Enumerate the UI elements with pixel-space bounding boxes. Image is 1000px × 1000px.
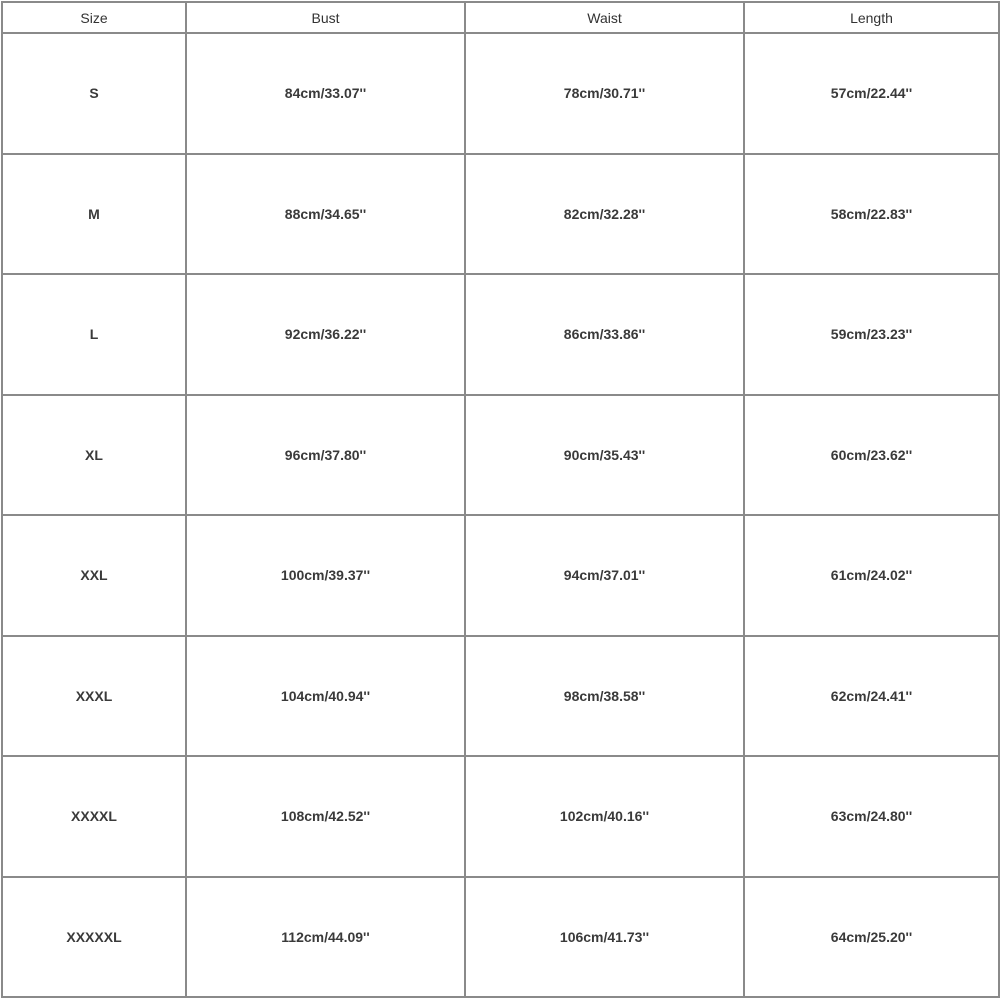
size-cell: M [2, 154, 186, 275]
bust-cell: 92cm/36.22'' [186, 274, 465, 395]
bust-cell: 108cm/42.52'' [186, 756, 465, 877]
size-cell: L [2, 274, 186, 395]
size-cell: XXXXXL [2, 877, 186, 998]
length-cell: 64cm/25.20'' [744, 877, 999, 998]
table-header-row [2, 2, 999, 33]
waist-cell: 94cm/37.01'' [465, 515, 744, 636]
bust-cell: 88cm/34.65'' [186, 154, 465, 275]
bust-cell: 84cm/33.07'' [186, 33, 465, 154]
header-bust: Bust [186, 2, 465, 33]
size-cell: XXL [2, 515, 186, 636]
length-cell: 57cm/22.44'' [744, 33, 999, 154]
header-waist: Waist [465, 2, 744, 33]
table-row [2, 154, 999, 275]
waist-cell: 90cm/35.43'' [465, 395, 744, 516]
header-size: Size [2, 2, 186, 33]
size-cell: XXXL [2, 636, 186, 757]
size-cell: XL [2, 395, 186, 516]
waist-cell: 106cm/41.73'' [465, 877, 744, 998]
length-cell: 62cm/24.41'' [744, 636, 999, 757]
waist-cell: 102cm/40.16'' [465, 756, 744, 877]
table-row [2, 756, 999, 877]
header-length: Length [744, 2, 999, 33]
table-row [2, 274, 999, 395]
length-cell: 61cm/24.02'' [744, 515, 999, 636]
bust-cell: 96cm/37.80'' [186, 395, 465, 516]
table-row [2, 395, 999, 516]
table-row [2, 877, 999, 998]
bust-cell: 100cm/39.37'' [186, 515, 465, 636]
table-row [2, 636, 999, 757]
table-row [2, 515, 999, 636]
length-cell: 59cm/23.23'' [744, 274, 999, 395]
table-row [2, 33, 999, 154]
waist-cell: 86cm/33.86'' [465, 274, 744, 395]
size-cell: XXXXL [2, 756, 186, 877]
waist-cell: 78cm/30.71'' [465, 33, 744, 154]
waist-cell: 82cm/32.28'' [465, 154, 744, 275]
bust-cell: 112cm/44.09'' [186, 877, 465, 998]
bust-cell: 104cm/40.94'' [186, 636, 465, 757]
length-cell: 63cm/24.80'' [744, 756, 999, 877]
size-cell: S [2, 33, 186, 154]
waist-cell: 98cm/38.58'' [465, 636, 744, 757]
length-cell: 58cm/22.83'' [744, 154, 999, 275]
length-cell: 60cm/23.62'' [744, 395, 999, 516]
size-chart-table [1, 1, 1000, 998]
